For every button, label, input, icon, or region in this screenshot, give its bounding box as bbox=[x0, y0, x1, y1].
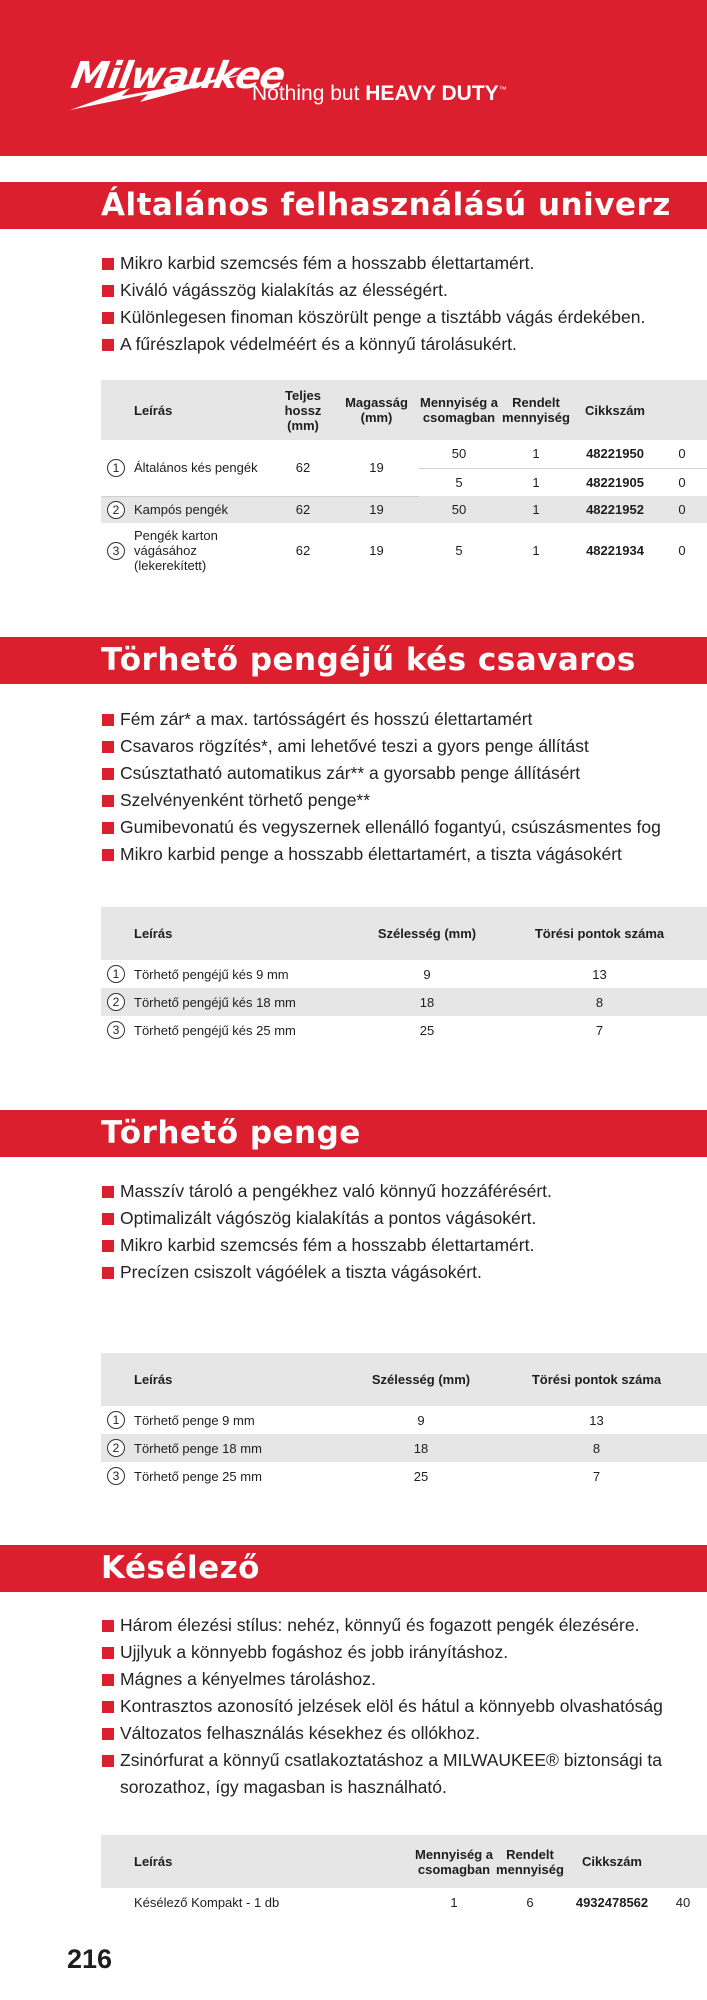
list-item: Optimalizált vágószög kialakítás a pontos vágásokért. bbox=[102, 1205, 552, 1232]
column-header: Teljes hossz (mm) bbox=[272, 380, 334, 440]
row-number: 2 bbox=[107, 501, 125, 519]
column-header: Törési pontok száma bbox=[486, 1353, 707, 1406]
list-item: Változatos felhasználás késekhez és ollókhoz. bbox=[102, 1720, 663, 1747]
list-item: Zsinórfurat a könnyű csatlakoztatáshoz a MILWAUKEE® biztonsági ta bbox=[102, 1747, 663, 1774]
table-row: 3 Törhető pengéjű kés 25 mm 25 7 bbox=[101, 1016, 707, 1044]
column-header: Cikkszám bbox=[573, 380, 657, 440]
column-header: Cikkszám bbox=[565, 1835, 659, 1888]
product-table bbox=[101, 1835, 707, 1916]
list-item: Fém zár* a max. tartósságért és hosszú élettartamért bbox=[102, 706, 661, 733]
table-row: Késélező Kompakt - 1 db 1 6 4932478562 40 bbox=[134, 1894, 691, 1910]
section-title-bar bbox=[0, 1545, 707, 1592]
product-table bbox=[101, 1353, 707, 1490]
column-header: Rendelt mennyiség bbox=[495, 1835, 565, 1888]
feature-list bbox=[102, 1612, 663, 1801]
table-row: 3 Törhető penge 25 mm 25 7 bbox=[101, 1462, 707, 1490]
product-table bbox=[101, 380, 707, 578]
section-title: Törhető pengéjű kés csavaros bbox=[101, 642, 636, 678]
column-header: Szélesség (mm) bbox=[356, 1353, 486, 1406]
section-title: Törhető penge bbox=[101, 1115, 361, 1151]
list-item: Három élezési stílus: nehéz, könnyű és fogazott pengék élezésére. bbox=[102, 1612, 663, 1639]
row-number: 3 bbox=[107, 1021, 125, 1039]
table-row: 1 Általános kés pengék 62 19 50 1 48221950 0 bbox=[101, 440, 707, 468]
row-number: 1 bbox=[107, 459, 125, 477]
list-item: Mágnes a kényelmes tároláshoz. bbox=[102, 1666, 663, 1693]
list-item: Masszív tároló a pengékhez való könnyű hozzáférésért. bbox=[102, 1178, 552, 1205]
section-title: Késélező bbox=[101, 1550, 260, 1586]
table-row: 5 1 48221905 0 bbox=[455, 474, 686, 490]
list-item: Precízen csiszolt vágóélek a tiszta vágásokért. bbox=[102, 1259, 552, 1286]
page-number: 216 bbox=[67, 1944, 113, 1974]
brand-header bbox=[0, 0, 707, 156]
list-item: Kontrasztos azonosító jelzések elöl és hátul a könnyebb olvashatóság bbox=[102, 1693, 663, 1720]
list-item: Mikro karbid penge a hosszabb élettartamért, a tiszta vágásokért bbox=[102, 841, 661, 868]
list-item: Mikro karbid szemcsés fém a hosszabb élettartamért. bbox=[102, 250, 645, 277]
row-number: 2 bbox=[107, 993, 125, 1011]
column-header: Leírás bbox=[101, 907, 362, 960]
list-item: Mikro karbid szemcsés fém a hosszabb élettartamért. bbox=[102, 1232, 552, 1259]
feature-list bbox=[102, 250, 645, 358]
column-header: Leírás bbox=[101, 1835, 413, 1888]
column-header: Leírás bbox=[101, 380, 272, 440]
list-item: Gumibevonatú és vegyszernek ellenálló fogantyú, csúszásmentes fog bbox=[102, 814, 661, 841]
column-header: Mennyiség a csomagban bbox=[413, 1835, 495, 1888]
list-item: Szelvényenként törhető penge** bbox=[102, 787, 661, 814]
row-number: 1 bbox=[107, 965, 125, 983]
column-header: Magasság (mm) bbox=[334, 380, 419, 440]
column-header: Leírás bbox=[101, 1353, 356, 1406]
column-header: Rendelt mennyiség bbox=[499, 380, 573, 440]
column-header bbox=[657, 380, 707, 440]
list-item: A fűrészlapok védelméért és a könnyű tárolásukért. bbox=[102, 331, 645, 358]
list-item: Csavaros rögzítés*, ami lehetővé teszi a gyors penge állítást bbox=[102, 733, 661, 760]
list-item: Kiváló vágásszög kialakítás az élességért. bbox=[102, 277, 645, 304]
row-number: 2 bbox=[107, 1439, 125, 1457]
list-item: Különlegesen finoman köszörült penge a tisztább vágás érdekében. bbox=[102, 304, 645, 331]
list-item: Ujjlyuk a könnyebb fogáshoz és jobb irányításhoz. bbox=[102, 1639, 663, 1666]
section-title-bar bbox=[0, 637, 707, 684]
table-row: 2 Törhető penge 18 mm 18 8 bbox=[101, 1434, 707, 1462]
table-row: 2 Törhető pengéjű kés 18 mm 18 8 bbox=[101, 988, 707, 1016]
section-title-bar bbox=[0, 182, 707, 229]
table-row: 2 Kampós pengék 62 19 50 1 48221952 0 bbox=[101, 496, 707, 523]
column-header: Mennyiség a csomagban bbox=[419, 380, 499, 440]
product-table bbox=[101, 907, 707, 1044]
tagline: Nothing but HEAVY DUTY™ bbox=[252, 82, 507, 105]
feature-list bbox=[102, 706, 661, 868]
lightning-bolt-icon bbox=[70, 72, 250, 112]
column-header bbox=[659, 1835, 707, 1888]
row-number: 1 bbox=[107, 1411, 125, 1429]
table-row: 1 Törhető pengéjű kés 9 mm 9 13 bbox=[101, 960, 707, 988]
section-title-bar bbox=[0, 1110, 707, 1157]
table-row: 3 Pengék karton vágásához (lekerekített) 62 19 5 1 48221934 0 bbox=[101, 523, 707, 578]
row-number: 3 bbox=[107, 1467, 125, 1485]
list-item: Csúsztatható automatikus zár** a gyorsabb penge állításért bbox=[102, 760, 661, 787]
feature-list bbox=[102, 1178, 552, 1286]
milwaukee-logo: Milwaukee bbox=[68, 54, 288, 97]
column-header: Törési pontok száma bbox=[492, 907, 707, 960]
section-title: Általános felhasználású univerz bbox=[101, 187, 671, 223]
column-header: Szélesség (mm) bbox=[362, 907, 492, 960]
row-number: 3 bbox=[107, 542, 125, 560]
table-row: 1 Törhető penge 9 mm 9 13 bbox=[101, 1406, 707, 1434]
list-item: sorozathoz, így magasban is használható. bbox=[120, 1777, 447, 1797]
